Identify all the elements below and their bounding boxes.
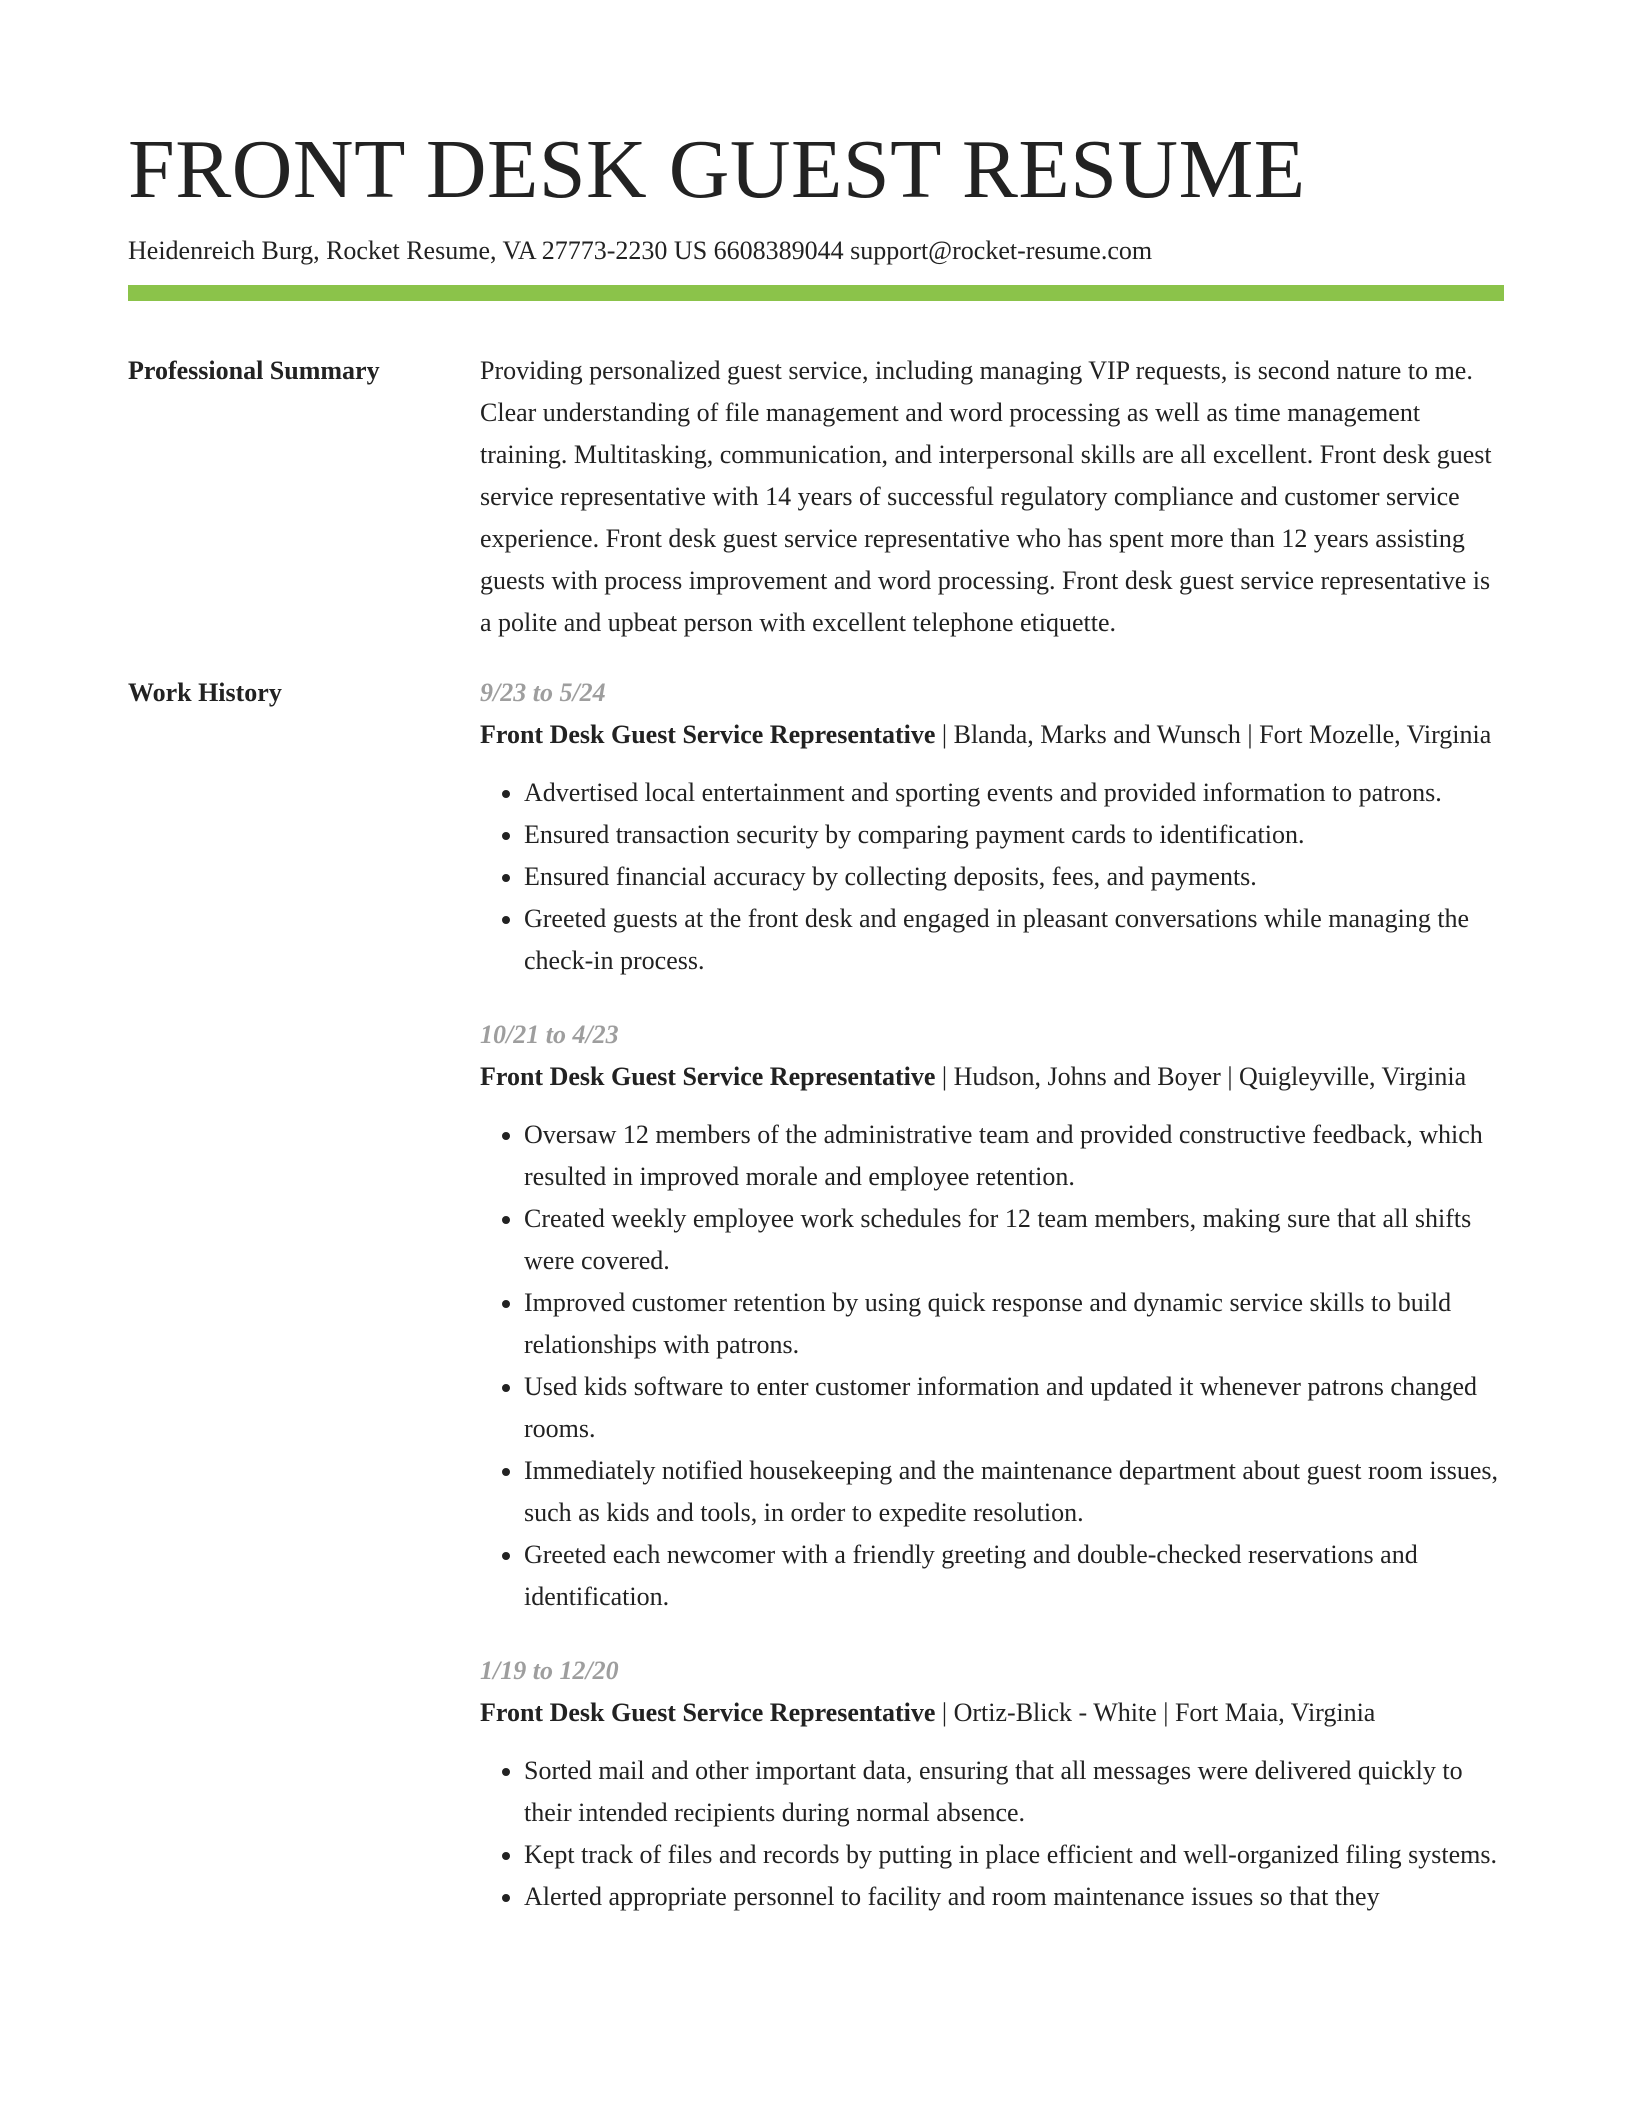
job-bullet: • Immediately notified housekeeping and the maintenance department about guest room issues, such as kids and tools, in order to expedite resolution. — [524, 1450, 1504, 1534]
job-bullet: • Kept track of files and records by putting in place efficient and well-organized filing systems. — [524, 1834, 1504, 1876]
job-bullets — [480, 772, 1504, 982]
job-bullet: • Oversaw 12 members of the administrative team and provided constructive feedback, which resulted in improved morale and employee retention. — [524, 1114, 1504, 1198]
summary-body — [480, 350, 1504, 644]
job-bullet: • Ensured financial accuracy by collecting deposits, fees, and payments. — [524, 856, 1504, 898]
job-entry — [480, 672, 1504, 982]
job-title: Front Desk Guest Service Representative — [480, 1698, 936, 1727]
job-bullets — [480, 1750, 1504, 1918]
job-bullet: • Improved customer retention by using quick response and dynamic service skills to build relationships with patrons. — [524, 1282, 1504, 1366]
job-details: | Blanda, Marks and Wunsch | Fort Mozelle, Virginia — [935, 720, 1492, 749]
job-bullet: • Advertised local entertainment and sporting events and provided information to patrons. — [524, 772, 1504, 814]
work-history-section — [128, 672, 1504, 1918]
job-bullets — [480, 1114, 1504, 1618]
contact-line: Heidenreich Burg, Rocket Resume, VA 27773-2230 US 6608389044 support@rocket-resume.com — [128, 236, 1153, 265]
job-entry — [480, 1014, 1504, 1618]
job-title: Front Desk Guest Service Representative — [480, 720, 936, 749]
job-bullet: • Greeted guests at the front desk and engaged in pleasant conversations while managing the check-in process. — [524, 898, 1504, 982]
summary-label: Professional Summary — [128, 356, 380, 385]
accent-divider — [128, 285, 1504, 301]
resume-title: FRONT DESK GUEST RESUME — [128, 123, 1306, 216]
job-heading — [480, 1692, 1504, 1734]
job-bullet: • Used kids software to enter customer information and updated it whenever patrons changed rooms. — [524, 1366, 1504, 1450]
job-dates: 9/23 to 5/24 — [480, 678, 606, 707]
work-history-label: Work History — [128, 678, 282, 707]
job-heading — [480, 1056, 1504, 1098]
job-bullet: • Sorted mail and other important data, ensuring that all messages were delivered quickly to their intended recipients during normal absence. — [524, 1750, 1504, 1834]
job-entry — [480, 1650, 1504, 1918]
job-title: Front Desk Guest Service Representative — [480, 1062, 936, 1091]
job-heading — [480, 714, 1504, 756]
job-dates: 1/19 to 12/20 — [480, 1656, 619, 1685]
job-bullet: • Created weekly employee work schedules for 12 team members, making sure that all shifts were covered. — [524, 1198, 1504, 1282]
summary-section — [128, 350, 1504, 644]
job-details: | Ortiz-Blick - White | Fort Maia, Virginia — [935, 1698, 1376, 1727]
job-bullet: • Alerted appropriate personnel to facility and room maintenance issues so that they — [524, 1876, 1504, 1918]
job-details: | Hudson, Johns and Boyer | Quigleyville, Virginia — [935, 1062, 1467, 1091]
summary-text: Providing personalized guest service, including managing VIP requests, is second nature to me. Clear understanding of file management and word processing as well as time management training. Multitasking, communication, and interpersonal skills are all excellent. Front desk guest service representative with 14 years of successful regulatory compliance and customer service experience. Front desk guest service representative who has spent more than 12 years assisting guests with process improvement and word processing. Front desk guest service representative is a polite and upbeat person with excellent telephone etiquette. — [480, 356, 1492, 637]
work-history-body — [480, 672, 1504, 1918]
resume-page — [128, 120, 1504, 1918]
job-dates: 10/21 to 4/23 — [480, 1020, 619, 1049]
job-bullet: • Greeted each newcomer with a friendly greeting and double-checked reservations and identification. — [524, 1534, 1504, 1618]
job-bullet: • Ensured transaction security by comparing payment cards to identification. — [524, 814, 1504, 856]
